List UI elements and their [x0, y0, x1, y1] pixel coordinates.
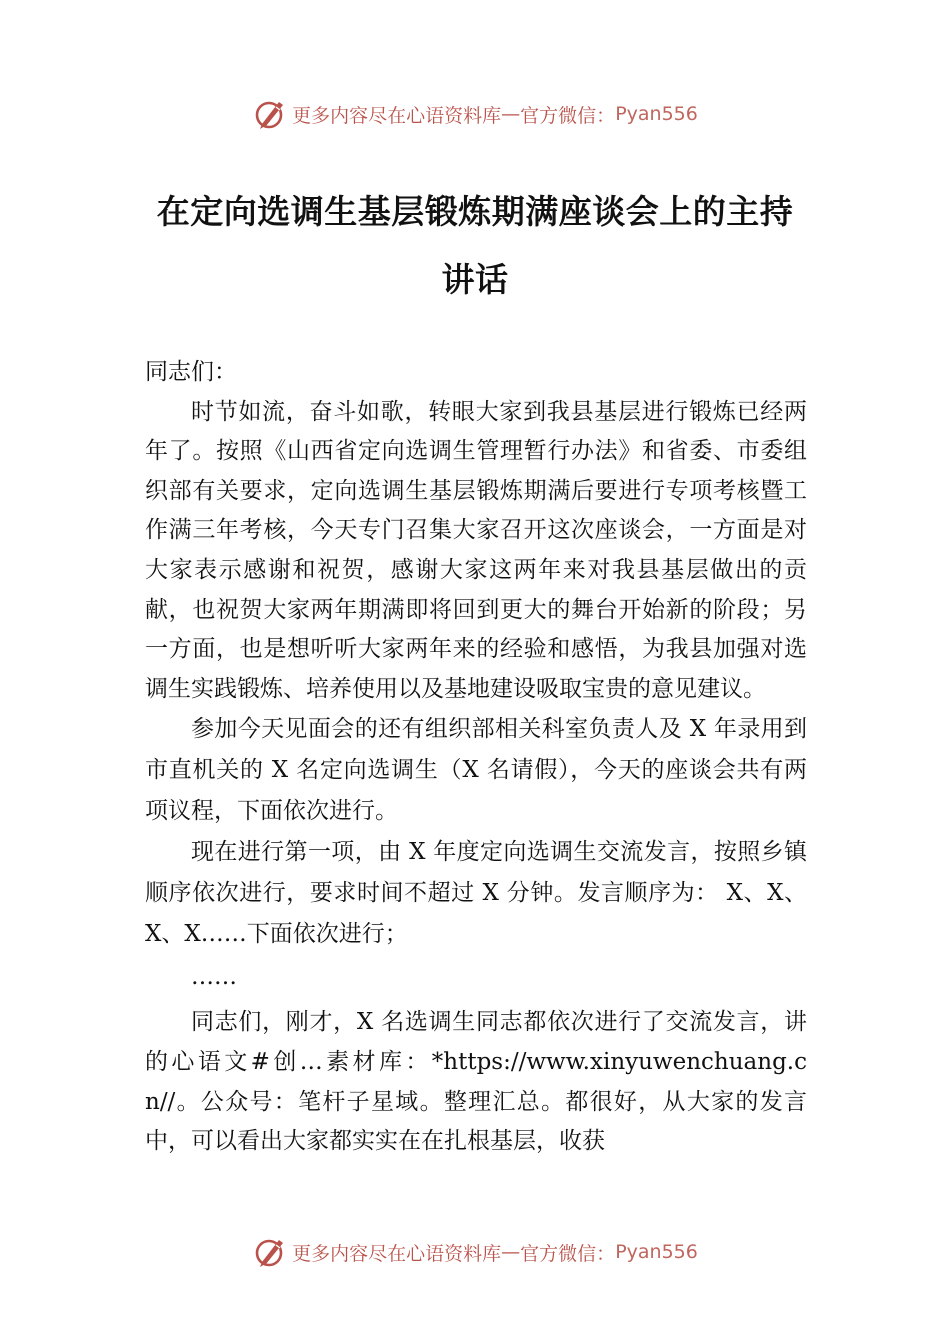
watermark-footer: [0, 1230, 950, 1274]
watermark-separator: —: [501, 1241, 521, 1263]
body-paragraph-3: 现在进行第一项，由 X 年度定向选调生交流发言，按照乡镇顺序依次进行，要求时间不超过 X 分钟。发言顺序为： X、X、X、X……下面依次进行；: [145, 839, 807, 948]
body-paragraph-4: 同志们，刚才，X 名选调生同志都依次进行了交流发言，讲的心语文#创…素材库：*https://www.xinyuwenchuang.cn//。公众号：笔杆子星域。整理汇总。都很好，从大家的发言中，可以看出大家都实实在在扎根基层，收获: [145, 1009, 807, 1155]
watermark-wechat-label: 官方微信：: [520, 104, 616, 127]
watermark-header: [0, 92, 950, 136]
body-paragraph-2: 参加今天见面会的还有组织部相关科室负责人及 X 年录用到市直机关的 X 名定向选调生（X 名请假），今天的座谈会共有两项议程，下面依次进行。: [145, 716, 807, 825]
watermark-wechat-label: 官方微信：: [520, 1242, 616, 1265]
watermark-wechat-id: Pyan556: [615, 1241, 698, 1263]
watermark-separator: —: [501, 103, 521, 125]
pen-logo-icon: [252, 1234, 288, 1270]
document-body: [145, 353, 807, 1162]
watermark-text: 更多内容尽在心语资料库: [292, 1242, 502, 1265]
body-ellipsis: ……: [191, 964, 237, 991]
document-title: 在定向选调生基层锻炼期满座谈会上的主持讲话: [156, 192, 794, 299]
body-paragraph-1: 时节如流，奋斗如歌，转眼大家到我县基层进行锻炼已经两年了。按照《山西省定向选调生管理暂行办法》和省委、市委组织部有关要求，定向选调生基层锻炼期满后要进行专项考核暨工作满三年考核，今天专门召集大家召开这次座谈会，一方面是对大家表示感谢和祝贺，感谢大家这两年来对我县基层做出的贡献，也祝贺大家两年期满即将回到更大的舞台开始新的阶段；另一方面，也是想听听大家两年来的经验和感悟，为我县加强对选调生实践锻炼、培养使用以及基地建设吸取宝贵的意见建议。: [145, 398, 807, 702]
watermark-text: 更多内容尽在心语资料库: [292, 104, 502, 127]
watermark-wechat-id: Pyan556: [615, 103, 698, 125]
pen-logo-icon: [252, 96, 288, 132]
salutation: 同志们：: [145, 359, 237, 385]
